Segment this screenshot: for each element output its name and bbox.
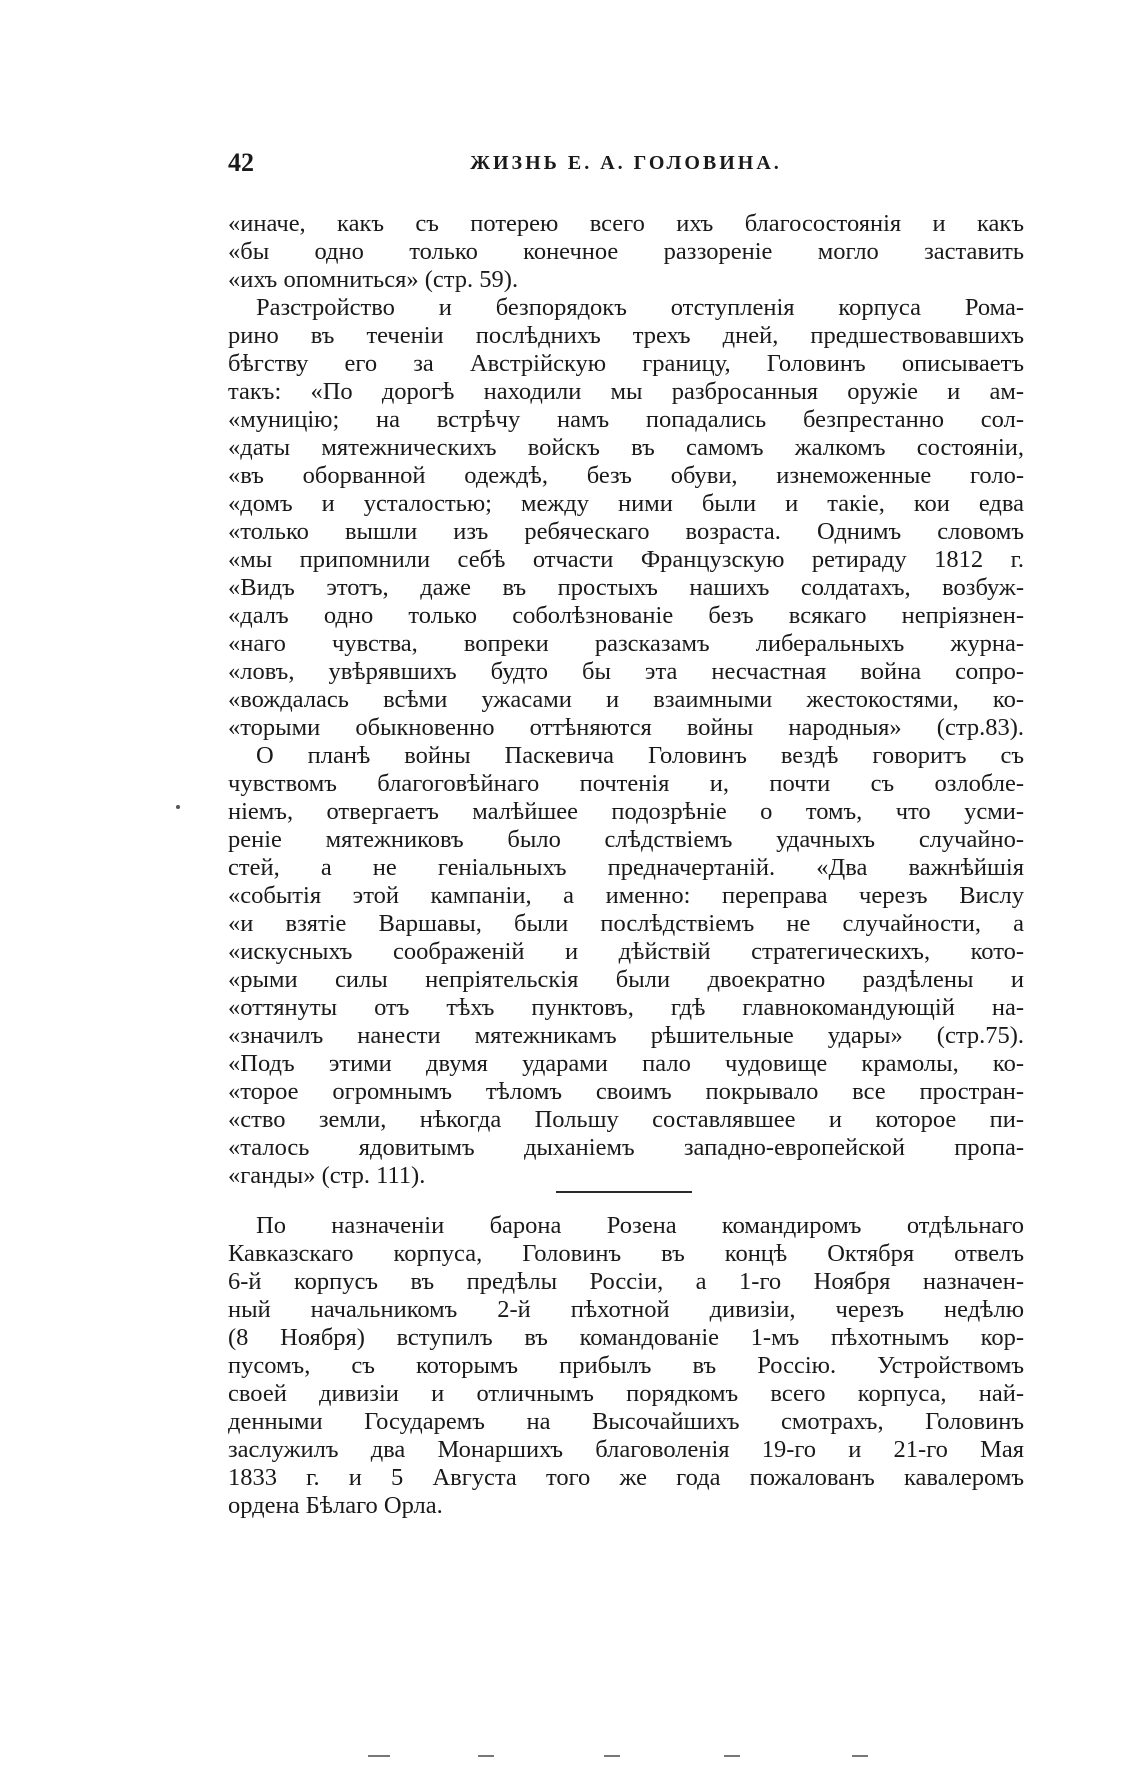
page-number: 42 xyxy=(228,148,254,177)
text-line: заслужилъ два Монаршихъ благоволенія 19-го и 21-го Мая xyxy=(228,1436,1024,1463)
text-line: «торыми обыкновенно оттѣняются войны народныя» (стр.83). xyxy=(228,714,1024,741)
text-line: «ганды» (стр. 111). xyxy=(228,1162,426,1189)
bottom-edge-marks xyxy=(0,1755,1140,1759)
text-line: «торое огромнымъ тѣломъ своимъ покрывало все простран- xyxy=(228,1078,1024,1105)
text-line: «домъ и усталостью; между ними были и такіе, кои едва xyxy=(228,490,1024,517)
text-line: пусомъ, съ которымъ прибылъ въ Россію. Устройствомъ xyxy=(228,1352,1024,1379)
text-line: своей дивизіи и отличнымъ порядкомъ всего корпуса, най- xyxy=(228,1380,1024,1407)
text-line: рино въ теченіи послѣднихъ трехъ дней, предшествовавшихъ xyxy=(228,322,1024,349)
running-title: ЖИЗНЬ Е. А. ГОЛОВИНА. xyxy=(470,152,782,174)
text-line: 6-й корпусъ въ предѣлы Россіи, а 1-го Ноября назначен- xyxy=(228,1268,1024,1295)
text-line: ный начальникомъ 2-й пѣхотной дивизіи, черезъ недѣлю xyxy=(228,1296,1024,1323)
text-line: «и взятіе Варшавы, были послѣдствіемъ не случайности, а xyxy=(228,910,1024,937)
text-line: «мы припомнили себѣ отчасти Французскую ретираду 1812 г. xyxy=(228,546,1024,573)
running-head xyxy=(228,148,1024,178)
section-divider xyxy=(556,1191,692,1193)
text-line: «ихъ опомниться» (стр. 59). xyxy=(228,266,519,293)
text-line: «рыми силы непріятельскія были двоекратно раздѣлены и xyxy=(228,966,1024,993)
margin-mark xyxy=(176,805,180,809)
text-line: «оттянуты отъ тѣхъ пунктовъ, гдѣ главнокомандующій на- xyxy=(228,994,1024,1021)
text-line: (8 Ноября) вступилъ въ командованіе 1-мъ пѣхотнымъ кор- xyxy=(228,1324,1024,1351)
text-line: «Подъ этими двумя ударами пало чудовище крамолы, ко- xyxy=(228,1050,1024,1077)
text-line: «событія этой кампаніи, а именно: переправа черезъ Вислу xyxy=(228,882,1024,909)
paragraph-start: По назначеніи барона Розена командиромъ отдѣльнаго xyxy=(256,1212,1024,1239)
text-line: ордена Бѣлаго Орла. xyxy=(228,1492,443,1519)
paragraph-start: О планѣ войны Паскевича Головинъ вездѣ говоритъ съ xyxy=(256,742,1024,769)
text-line: бѣгству его за Австрійскую границу, Головинъ описываетъ xyxy=(228,350,1024,377)
text-line: ніемъ, отвергаетъ малѣйшее подозрѣніе о томъ, что усми- xyxy=(228,798,1024,825)
text-line: «талось ядовитымъ дыханіемъ западно-европейской пропа- xyxy=(228,1134,1024,1161)
text-line: стей, а не геніальныхъ предначертаній. «Два важнѣйшія xyxy=(228,854,1024,881)
text-line: 1833 г. и 5 Августа того же года пожалованъ кавалеромъ xyxy=(228,1464,1024,1491)
text-line: «въ оборванной одеждѣ, безъ обуви, изнеможенные голо- xyxy=(228,462,1024,489)
text-line: «вождалась всѣми ужасами и взаимными жестокостями, ко- xyxy=(228,686,1024,713)
paragraph-start: Разстройство и безпорядокъ отступленія корпуса Рома- xyxy=(256,294,1024,321)
text-line: денными Государемъ на Высочайшихъ смотрахъ, Головинъ xyxy=(228,1408,1024,1435)
text-line: «искусныхъ соображеній и дѣйствій стратегическихъ, кото- xyxy=(228,938,1024,965)
text-line: «наго чувства, вопреки разсказамъ либеральныхъ журна- xyxy=(228,630,1024,657)
text-line: «иначе, какъ съ потерею всего ихъ благосостоянія и какъ xyxy=(228,210,1024,237)
text-line: «значилъ нанести мятежникамъ рѣшительные удары» (стр.75). xyxy=(228,1022,1024,1049)
text-line: такъ: «По дорогѣ находили мы разбросанныя оружіе и ам- xyxy=(228,378,1024,405)
text-line: Кавказскаго корпуса, Головинъ въ концѣ Октября отвелъ xyxy=(228,1240,1024,1267)
text-line: реніе мятежниковъ было слѣдствіемъ удачныхъ случайно- xyxy=(228,826,1024,853)
text-line: «даты мятежническихъ войскъ въ самомъ жалкомъ состояніи, xyxy=(228,434,1024,461)
text-block-2 xyxy=(228,1212,1024,1520)
text-line: чувствомъ благоговѣйнаго почтенія и, почти съ озлобле- xyxy=(228,770,1024,797)
text-line: «далъ одно только соболѣзнованіе безъ всякаго непріязнен- xyxy=(228,602,1024,629)
text-line: «муницію; на встрѣчу намъ попадались безпрестанно сол- xyxy=(228,406,1024,433)
text-line: «бы одно только конечное раззореніе могло заставить xyxy=(228,238,1024,265)
text-block-1 xyxy=(228,210,1024,1190)
text-line: «только вышли изъ ребяческаго возраста. Однимъ словомъ xyxy=(228,518,1024,545)
text-line: «Видъ этотъ, даже въ простыхъ нашихъ солдатахъ, возбуж- xyxy=(228,574,1024,601)
text-line: «ловъ, увѣрявшихъ будто бы эта несчастная война сопро- xyxy=(228,658,1024,685)
text-line: «ство земли, нѣкогда Польшу составлявшее и которое пи- xyxy=(228,1106,1024,1133)
